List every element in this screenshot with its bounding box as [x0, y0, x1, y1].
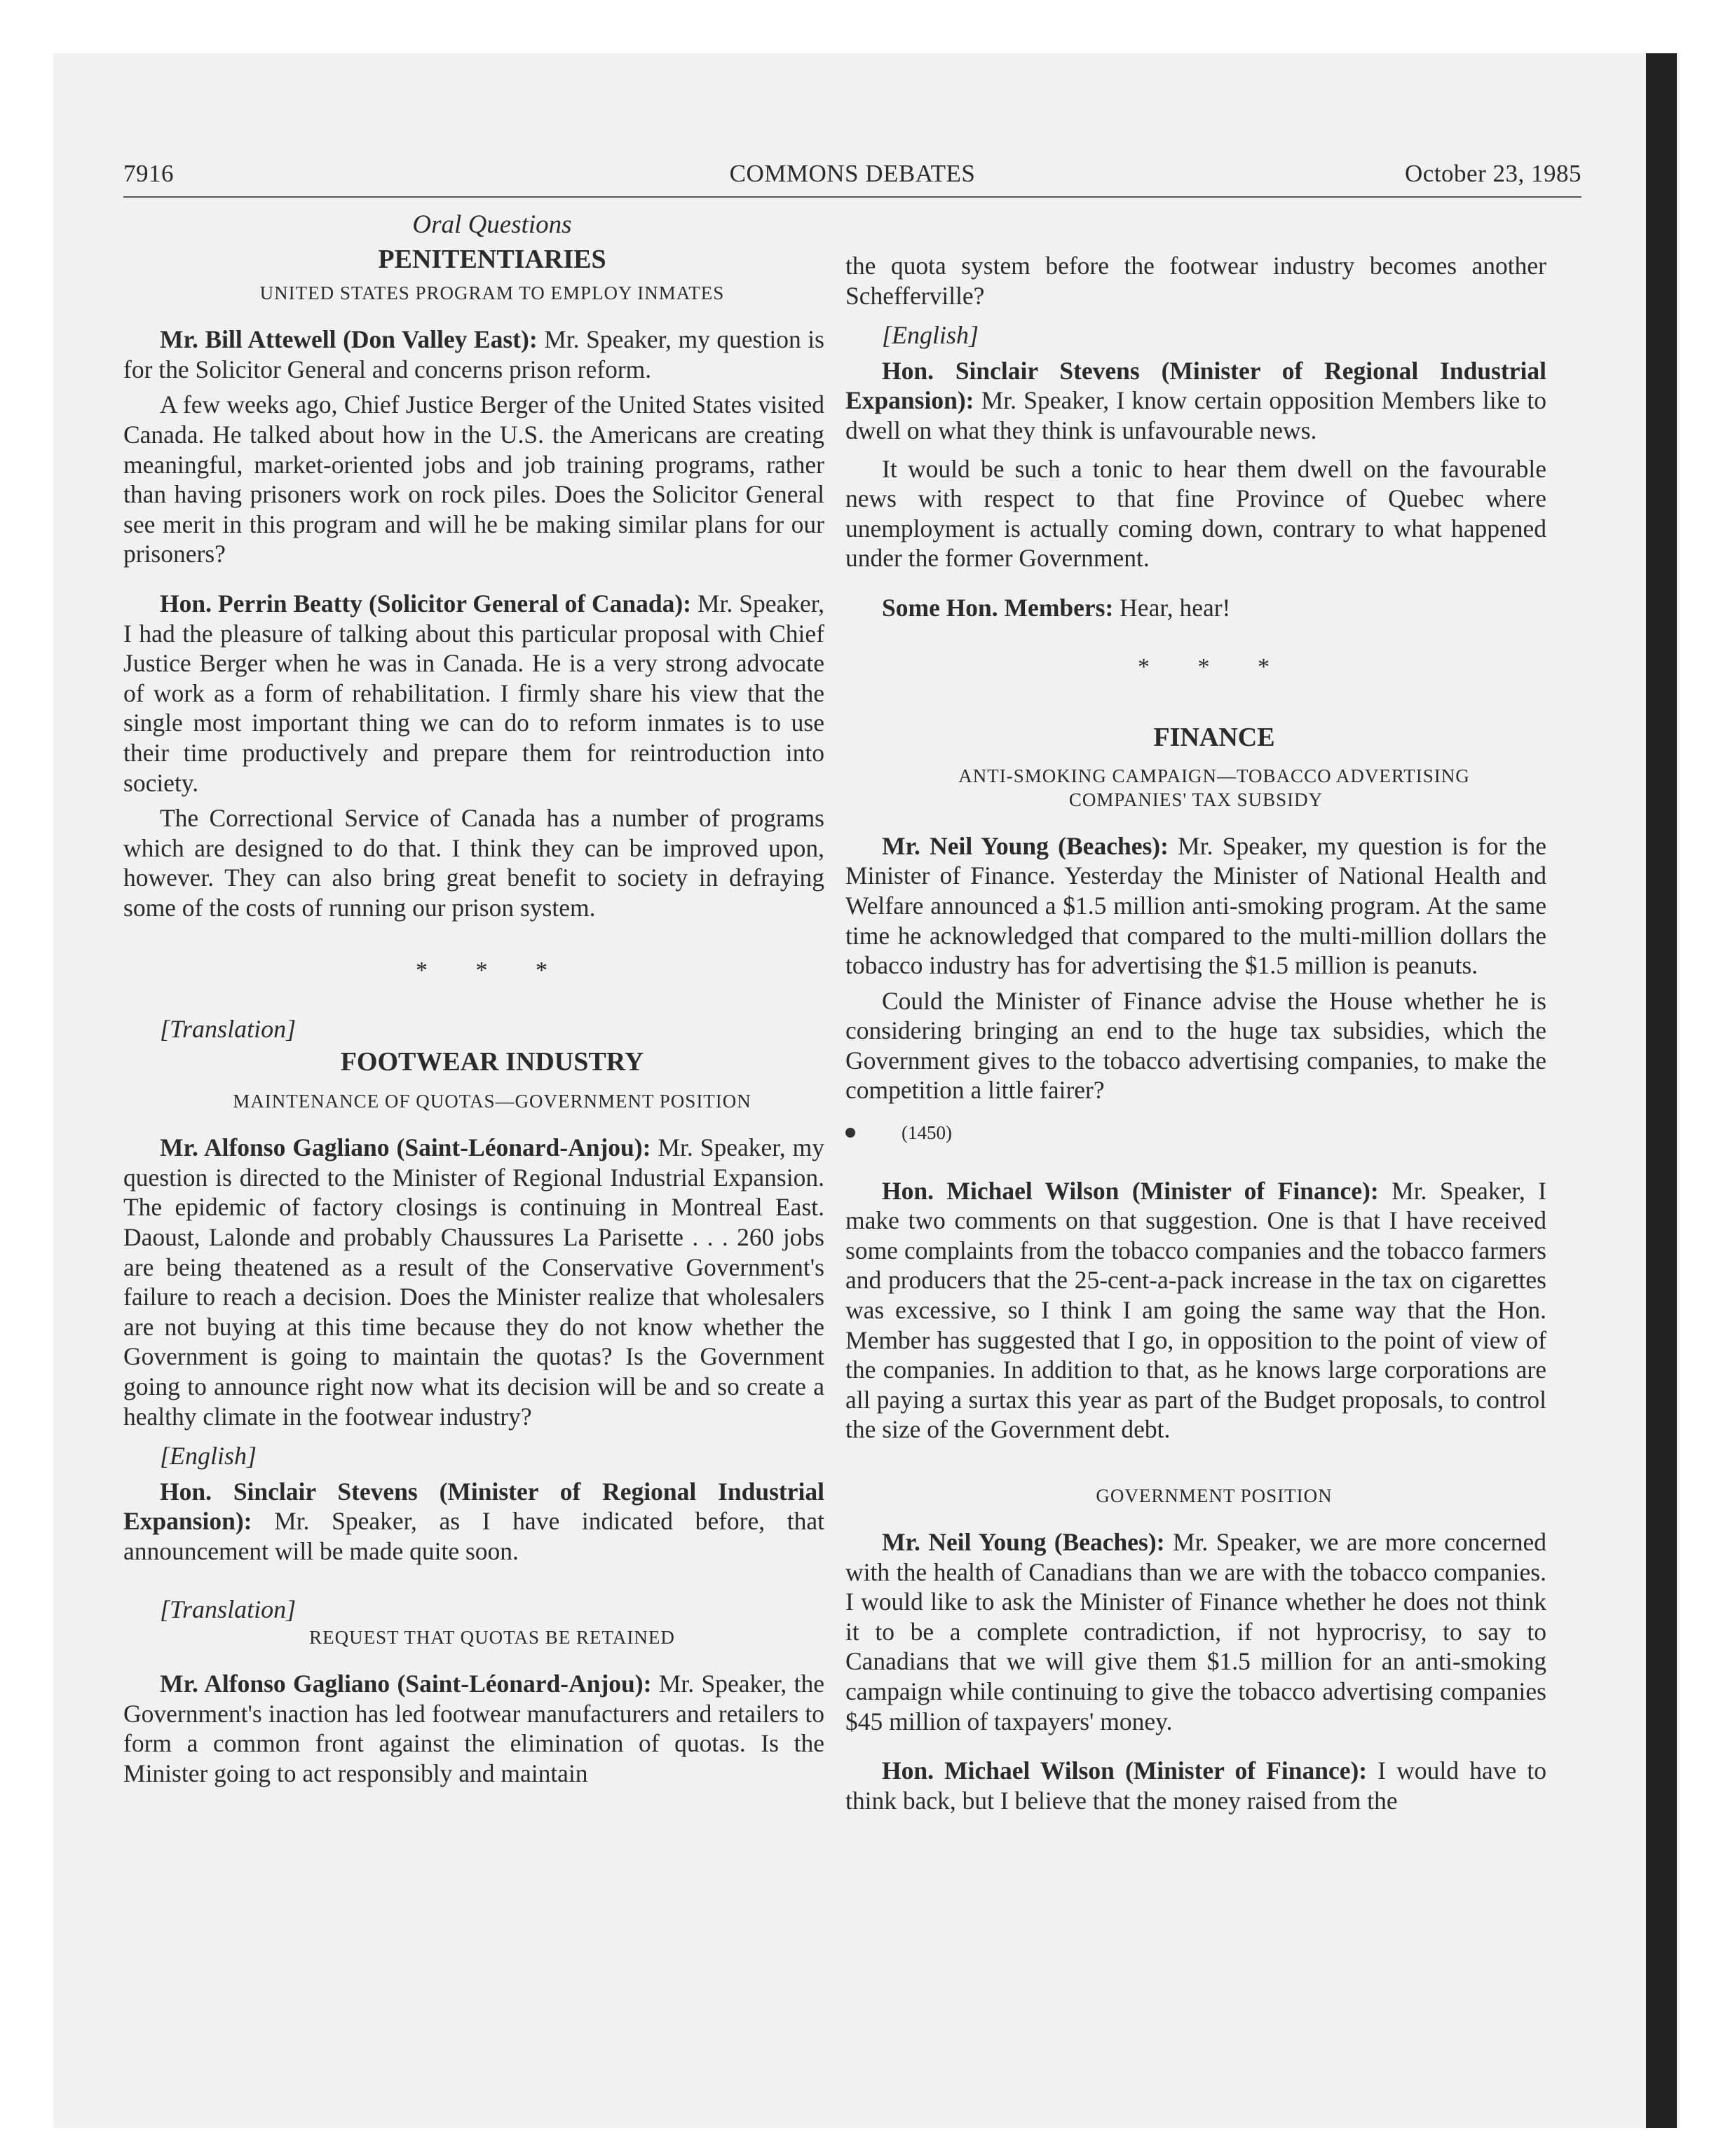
scan-edge-bar — [1646, 53, 1677, 2128]
left-column — [123, 210, 824, 1789]
page-header — [123, 160, 1581, 198]
paragraph: Could the Minister of Finance advise the House whether he is considering bringing an end to the huge tax subsidies, which the Government gives to the tobacco advertising companies, to make the competition a little fairer? — [845, 986, 1546, 1105]
paragraph — [845, 356, 1546, 446]
speech-text: Mr. Speaker, the Government's inaction has led footwear manufacturers and retailers to form a common front against the elimination of quotas. Is the Minister going to act responsibly and maintain — [123, 1670, 824, 1787]
speaker-name: Mr. Alfonso Gagliano (Saint-Léonard-Anjou): — [160, 1670, 652, 1698]
paragraph — [123, 1477, 824, 1567]
speech-text: I would have to think back, but I believe that the money raised from the — [845, 1756, 1547, 1815]
speech-text: Mr. Speaker, my question is for the Solicitor General and concerns prison reform. — [123, 325, 824, 383]
timestamp-text: (1450) — [901, 1122, 952, 1144]
paragraph — [123, 1133, 824, 1431]
right-column — [845, 251, 1546, 1815]
paragraph — [845, 1756, 1546, 1815]
speaker-name: Hon. Sinclair Stevens (Minister of Regional Industrial Expansion): — [845, 356, 1546, 415]
page-date: October 23, 1985 — [1405, 160, 1581, 187]
language-marker: [English] — [882, 321, 979, 350]
speech-text: Mr. Speaker, my question is for the Minister of Finance. Yesterday the Minister of National Health and Welfare announced a $1.5 million anti-smoking program. At the same time he acknowledged that compared to the multi-million dollars the tobacco industry has for advertising the $1.5 million is peanuts. — [845, 831, 1546, 980]
speaker-name: Hon. Perrin Beatty (Solicitor General of Canada): — [160, 589, 691, 618]
language-marker: [Translation] — [160, 1015, 297, 1044]
speech-text: Mr. Speaker, as I have indicated before, that announcement will be made quite soon. — [123, 1507, 824, 1565]
section-title-penitentiaries: PENITENTIARIES — [378, 244, 606, 274]
paragraph: A few weeks ago, Chief Justice Berger of the United States visited Canada. He talked about how in the U.S. the Americans are creating meaningful, market-oriented jobs and job training programs, rather than having prisoners work on rock piles. Does the Solicitor General see merit in this program and will he be making similar plans for our prisoners? — [123, 390, 824, 568]
speaker-name: Hon. Michael Wilson (Minister of Finance): — [882, 1756, 1368, 1785]
subheading-government-position: GOVERNMENT POSITION — [1096, 1485, 1333, 1506]
language-marker: [Translation] — [160, 1595, 297, 1623]
section-title-finance: FINANCE — [1153, 723, 1275, 753]
speaker-name: Hon. Michael Wilson (Minister of Finance): — [882, 1176, 1379, 1205]
speaker-name: Hon. Sinclair Stevens (Minister of Regional Industrial Expansion): — [123, 1477, 824, 1536]
paragraph-continued: the quota system before the footwear industry becomes another Schefferville? — [845, 252, 1546, 310]
paragraph — [123, 1669, 824, 1788]
subheading-anti-smoking: ANTI-SMOKING CAMPAIGN—TOBACCO ADVERTISING COMPANIES' TAX SUBSIDY — [958, 765, 1470, 810]
paragraph — [123, 589, 824, 798]
timestamp — [845, 1118, 1546, 1148]
bullet-dot-icon — [845, 1128, 855, 1138]
page-number: 7916 — [123, 160, 174, 187]
speech-text: Mr. Speaker, we are more concerned with the health of Canadians than we are with the tobacco companies. I would like to ask the Minister of Finance whether he does not think it to be a complete contradiction, if not hyprocrisy, to say to Canadians that we will give them $1.5 million for an anti-smoking campaign while continuing to give the tobacco advertising companies $45 million of taxpayers' money. — [845, 1528, 1546, 1735]
section-separator: * * * — [416, 957, 569, 984]
speaker-name: Mr. Neil Young (Beaches): — [882, 1528, 1165, 1556]
paragraph: The Correctional Service of Canada has a number of programs which are designed to do that. I think they can be improved upon, however. They can also bring great benefit to society in defraying some of the costs of running our prison system. — [123, 804, 824, 922]
paragraph — [845, 1176, 1546, 1445]
oral-questions-heading: Oral Questions — [412, 210, 572, 239]
speaker-name: Some Hon. Members: — [882, 593, 1114, 622]
subheading-quotas: MAINTENANCE OF QUOTAS—GOVERNMENT POSITION — [233, 1091, 751, 1112]
speaker-name: Mr. Alfonso Gagliano (Saint-Léonard-Anjou): — [160, 1133, 651, 1162]
section-separator: * * * — [1138, 653, 1291, 680]
section-title-footwear: FOOTWEAR INDUSTRY — [340, 1046, 644, 1077]
speaker-name: Mr. Bill Attewell (Don Valley East): — [160, 325, 538, 354]
paragraph — [845, 831, 1546, 981]
subheading-inmates: UNITED STATES PROGRAM TO EMPLOY INMATES — [259, 282, 725, 304]
speech-text: Mr. Speaker, I know certain opposition Members like to dwell on what they think is unfavourable news. — [845, 386, 1546, 444]
language-marker: [English] — [160, 1442, 257, 1471]
paragraph — [845, 593, 1546, 623]
speaker-name: Mr. Neil Young (Beaches): — [882, 831, 1169, 860]
paragraph — [123, 325, 824, 384]
speech-text: Mr. Speaker, my question is directed to the Minister of Regional Industrial Expansion. The epidemic of factory closings is continuing in Montreal East. Daoust, Lalonde and probably Chaussures La Parisette . . . 260 jobs are being theatened as a result of the Conservative Government's failure to reach a decision. Does the Minister realize that wholesalers are not buying at this time because they do not know whether the Government is going to maintain the quotas? Is the Government going to announce right now what its decision will be and so create a healthy climate in the footwear industry? — [123, 1133, 824, 1431]
paragraph: It would be such a tonic to hear them dwell on the favourable news with respect to that fine Province of Quebec where unemployment is actually coming down, contrary to what happened under the former Government. — [845, 454, 1546, 573]
publication-title: COMMONS DEBATES — [729, 160, 976, 187]
speech-text: Mr. Speaker, I make two comments on that suggestion. One is that I have received some complaints from the tobacco companies and the tobacco farmers and producers that the 25-cent-a-pack increase in the tax on cigarettes was excessive, so I think I am going the same way that the Hon. Member has suggested that I go, in opposition to the point of view of the companies. In addition to that, as he knows large corporations are all paying a surtax this year as part of the Budget proposals, to control the size of the Government debt. — [845, 1176, 1546, 1444]
speech-text: Mr. Speaker, I had the pleasure of talking about this particular proposal with Chief Justice Berger when he was in Canada. He is a very strong advocate of work as a form of rehabilitation. I firmly share his view that the single most important thing we can do to reform inmates is to use their time productively and prepare them for reintroduction into society. — [123, 589, 824, 797]
speech-text: Hear, hear! — [1113, 593, 1231, 622]
paragraph — [845, 1527, 1546, 1736]
subheading-request: REQUEST THAT QUOTAS BE RETAINED — [309, 1627, 675, 1649]
